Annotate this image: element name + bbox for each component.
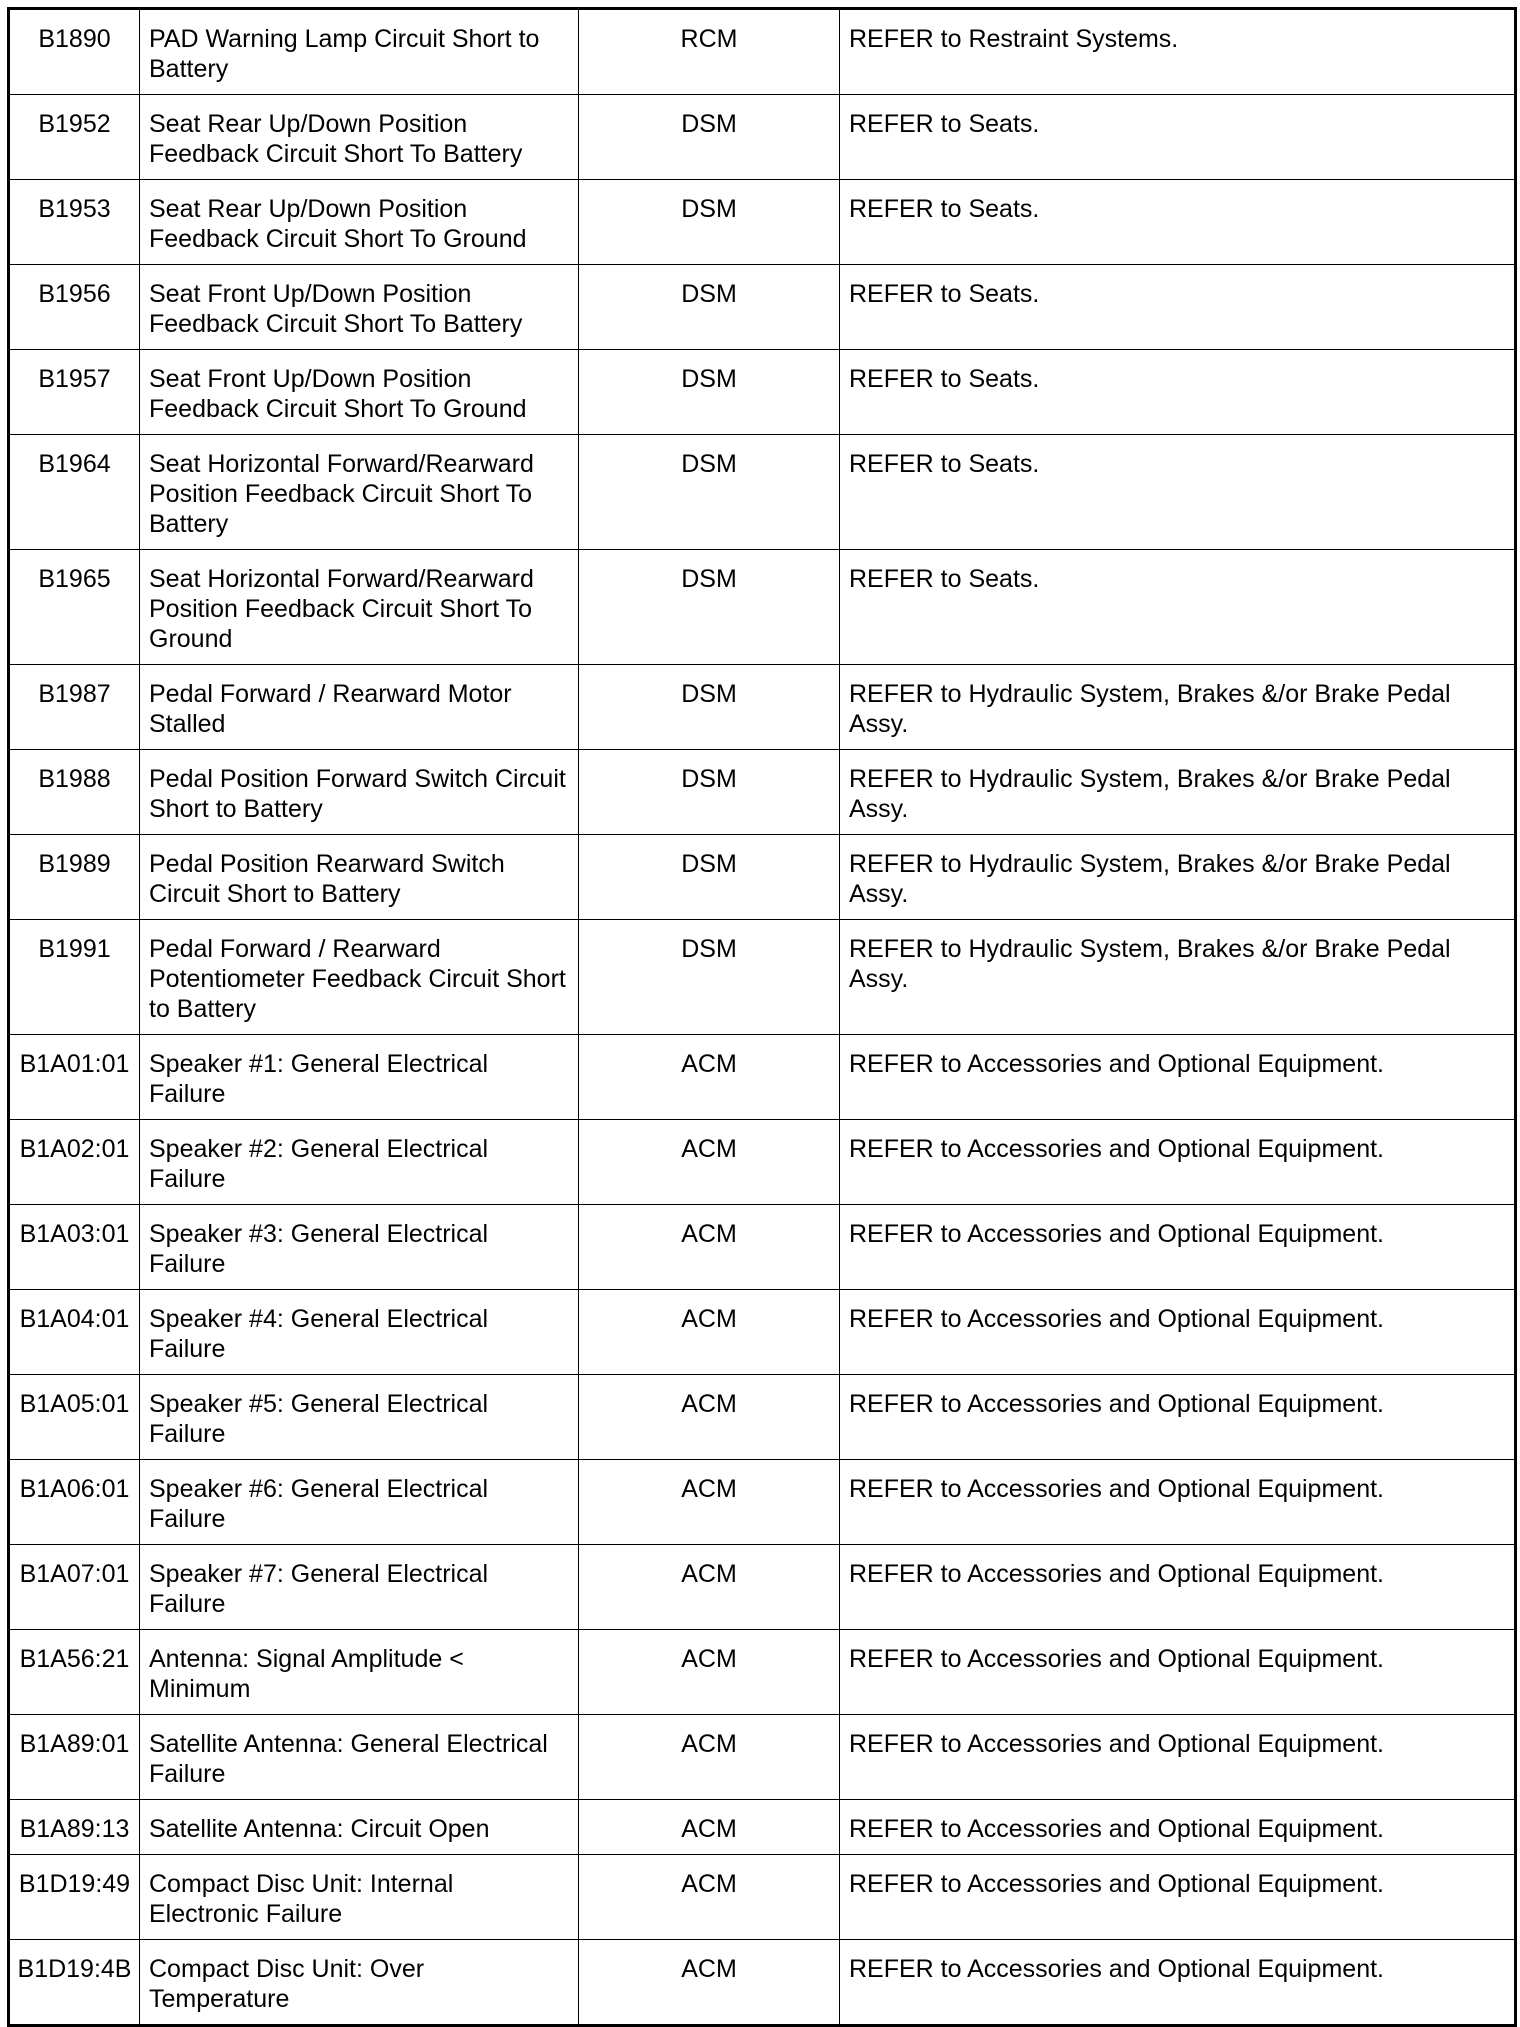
dtc-code: B1A07:01 <box>9 1545 140 1630</box>
dtc-module: ACM <box>579 1855 840 1940</box>
dtc-description: Speaker #3: General Electrical Failure <box>140 1205 579 1290</box>
dtc-description: Seat Horizontal Forward/Rearward Position Feedback Circuit Short To Ground <box>140 550 579 665</box>
table-row <box>9 550 1516 665</box>
dtc-description: Compact Disc Unit: Internal Electronic Failure <box>140 1855 579 1940</box>
table-row <box>9 1630 1516 1715</box>
table-row <box>9 350 1516 435</box>
dtc-description: Pedal Position Forward Switch Circuit Short to Battery <box>140 750 579 835</box>
dtc-code: B1987 <box>9 665 140 750</box>
dtc-code: B1988 <box>9 750 140 835</box>
dtc-code: B1956 <box>9 265 140 350</box>
table-row <box>9 750 1516 835</box>
dtc-code: B1890 <box>9 9 140 95</box>
dtc-action: REFER to Accessories and Optional Equipment. <box>840 1460 1516 1545</box>
dtc-action: REFER to Accessories and Optional Equipment. <box>840 1855 1516 1940</box>
table-row <box>9 180 1516 265</box>
dtc-description: Seat Front Up/Down Position Feedback Circuit Short To Battery <box>140 265 579 350</box>
dtc-module: DSM <box>579 835 840 920</box>
table-row <box>9 1940 1516 2026</box>
dtc-action: REFER to Seats. <box>840 180 1516 265</box>
dtc-description: Speaker #7: General Electrical Failure <box>140 1545 579 1630</box>
dtc-action: REFER to Seats. <box>840 550 1516 665</box>
dtc-description: Pedal Forward / Rearward Motor Stalled <box>140 665 579 750</box>
dtc-description: Pedal Position Rearward Switch Circuit Short to Battery <box>140 835 579 920</box>
dtc-table <box>7 7 1517 2027</box>
table-row <box>9 835 1516 920</box>
table-row <box>9 920 1516 1035</box>
table-row <box>9 265 1516 350</box>
dtc-table-body <box>9 9 1516 2026</box>
dtc-action: REFER to Accessories and Optional Equipment. <box>840 1940 1516 2026</box>
table-row <box>9 95 1516 180</box>
dtc-module: DSM <box>579 920 840 1035</box>
dtc-action: REFER to Hydraulic System, Brakes &/or Brake Pedal Assy. <box>840 665 1516 750</box>
dtc-module: RCM <box>579 9 840 95</box>
dtc-module: DSM <box>579 95 840 180</box>
table-row <box>9 1375 1516 1460</box>
dtc-module: ACM <box>579 1120 840 1205</box>
dtc-module: DSM <box>579 550 840 665</box>
dtc-module: ACM <box>579 1205 840 1290</box>
dtc-module: ACM <box>579 1800 840 1855</box>
table-row <box>9 1205 1516 1290</box>
table-row <box>9 1290 1516 1375</box>
dtc-module: ACM <box>579 1940 840 2026</box>
dtc-module: DSM <box>579 750 840 835</box>
dtc-description: Pedal Forward / Rearward Potentiometer Feedback Circuit Short to Battery <box>140 920 579 1035</box>
dtc-code: B1953 <box>9 180 140 265</box>
dtc-description: Speaker #6: General Electrical Failure <box>140 1460 579 1545</box>
dtc-code: B1A05:01 <box>9 1375 140 1460</box>
dtc-action: REFER to Accessories and Optional Equipment. <box>840 1375 1516 1460</box>
dtc-module: ACM <box>579 1290 840 1375</box>
dtc-description: Compact Disc Unit: Over Temperature <box>140 1940 579 2026</box>
dtc-description: Speaker #4: General Electrical Failure <box>140 1290 579 1375</box>
dtc-description: Seat Rear Up/Down Position Feedback Circuit Short To Battery <box>140 95 579 180</box>
dtc-code: B1A89:01 <box>9 1715 140 1800</box>
dtc-action: REFER to Accessories and Optional Equipment. <box>840 1035 1516 1120</box>
dtc-description: Speaker #5: General Electrical Failure <box>140 1375 579 1460</box>
dtc-code: B1952 <box>9 95 140 180</box>
dtc-code: B1989 <box>9 835 140 920</box>
dtc-code: B1A06:01 <box>9 1460 140 1545</box>
dtc-action: REFER to Accessories and Optional Equipment. <box>840 1205 1516 1290</box>
dtc-module: ACM <box>579 1460 840 1545</box>
dtc-action: REFER to Hydraulic System, Brakes &/or Brake Pedal Assy. <box>840 920 1516 1035</box>
dtc-code: B1A89:13 <box>9 1800 140 1855</box>
dtc-code: B1A03:01 <box>9 1205 140 1290</box>
dtc-action: REFER to Accessories and Optional Equipment. <box>840 1715 1516 1800</box>
dtc-action: REFER to Accessories and Optional Equipment. <box>840 1800 1516 1855</box>
dtc-description: Speaker #2: General Electrical Failure <box>140 1120 579 1205</box>
dtc-action: REFER to Accessories and Optional Equipment. <box>840 1630 1516 1715</box>
dtc-module: ACM <box>579 1035 840 1120</box>
table-row <box>9 1120 1516 1205</box>
dtc-module: DSM <box>579 350 840 435</box>
dtc-module: DSM <box>579 435 840 550</box>
dtc-action: REFER to Seats. <box>840 265 1516 350</box>
table-row <box>9 9 1516 95</box>
dtc-description: Seat Front Up/Down Position Feedback Circuit Short To Ground <box>140 350 579 435</box>
dtc-code: B1A04:01 <box>9 1290 140 1375</box>
dtc-code: B1964 <box>9 435 140 550</box>
table-row <box>9 665 1516 750</box>
dtc-code: B1957 <box>9 350 140 435</box>
dtc-code: B1A56:21 <box>9 1630 140 1715</box>
table-row <box>9 1715 1516 1800</box>
dtc-description: PAD Warning Lamp Circuit Short to Battery <box>140 9 579 95</box>
dtc-code: B1991 <box>9 920 140 1035</box>
dtc-action: REFER to Hydraulic System, Brakes &/or Brake Pedal Assy. <box>840 835 1516 920</box>
dtc-code: B1D19:4B <box>9 1940 140 2026</box>
dtc-description: Seat Rear Up/Down Position Feedback Circuit Short To Ground <box>140 180 579 265</box>
dtc-description: Seat Horizontal Forward/Rearward Position Feedback Circuit Short To Battery <box>140 435 579 550</box>
dtc-module: DSM <box>579 180 840 265</box>
dtc-module: ACM <box>579 1545 840 1630</box>
dtc-action: REFER to Restraint Systems. <box>840 9 1516 95</box>
dtc-description: Satellite Antenna: Circuit Open <box>140 1800 579 1855</box>
dtc-module: DSM <box>579 265 840 350</box>
dtc-description: Satellite Antenna: General Electrical Failure <box>140 1715 579 1800</box>
dtc-description: Speaker #1: General Electrical Failure <box>140 1035 579 1120</box>
dtc-module: ACM <box>579 1715 840 1800</box>
dtc-code: B1D19:49 <box>9 1855 140 1940</box>
table-row <box>9 1035 1516 1120</box>
dtc-action: REFER to Seats. <box>840 95 1516 180</box>
dtc-action: REFER to Accessories and Optional Equipment. <box>840 1120 1516 1205</box>
dtc-module: ACM <box>579 1375 840 1460</box>
table-row <box>9 1545 1516 1630</box>
dtc-action: REFER to Hydraulic System, Brakes &/or Brake Pedal Assy. <box>840 750 1516 835</box>
dtc-action: REFER to Accessories and Optional Equipment. <box>840 1545 1516 1630</box>
dtc-action: REFER to Accessories and Optional Equipment. <box>840 1290 1516 1375</box>
dtc-code: B1A01:01 <box>9 1035 140 1120</box>
dtc-code: B1965 <box>9 550 140 665</box>
dtc-action: REFER to Seats. <box>840 435 1516 550</box>
dtc-description: Antenna: Signal Amplitude < Minimum <box>140 1630 579 1715</box>
table-row <box>9 1800 1516 1855</box>
table-row <box>9 435 1516 550</box>
table-row <box>9 1460 1516 1545</box>
dtc-action: REFER to Seats. <box>840 350 1516 435</box>
dtc-module: ACM <box>579 1630 840 1715</box>
dtc-code: B1A02:01 <box>9 1120 140 1205</box>
dtc-module: DSM <box>579 665 840 750</box>
table-row <box>9 1855 1516 1940</box>
